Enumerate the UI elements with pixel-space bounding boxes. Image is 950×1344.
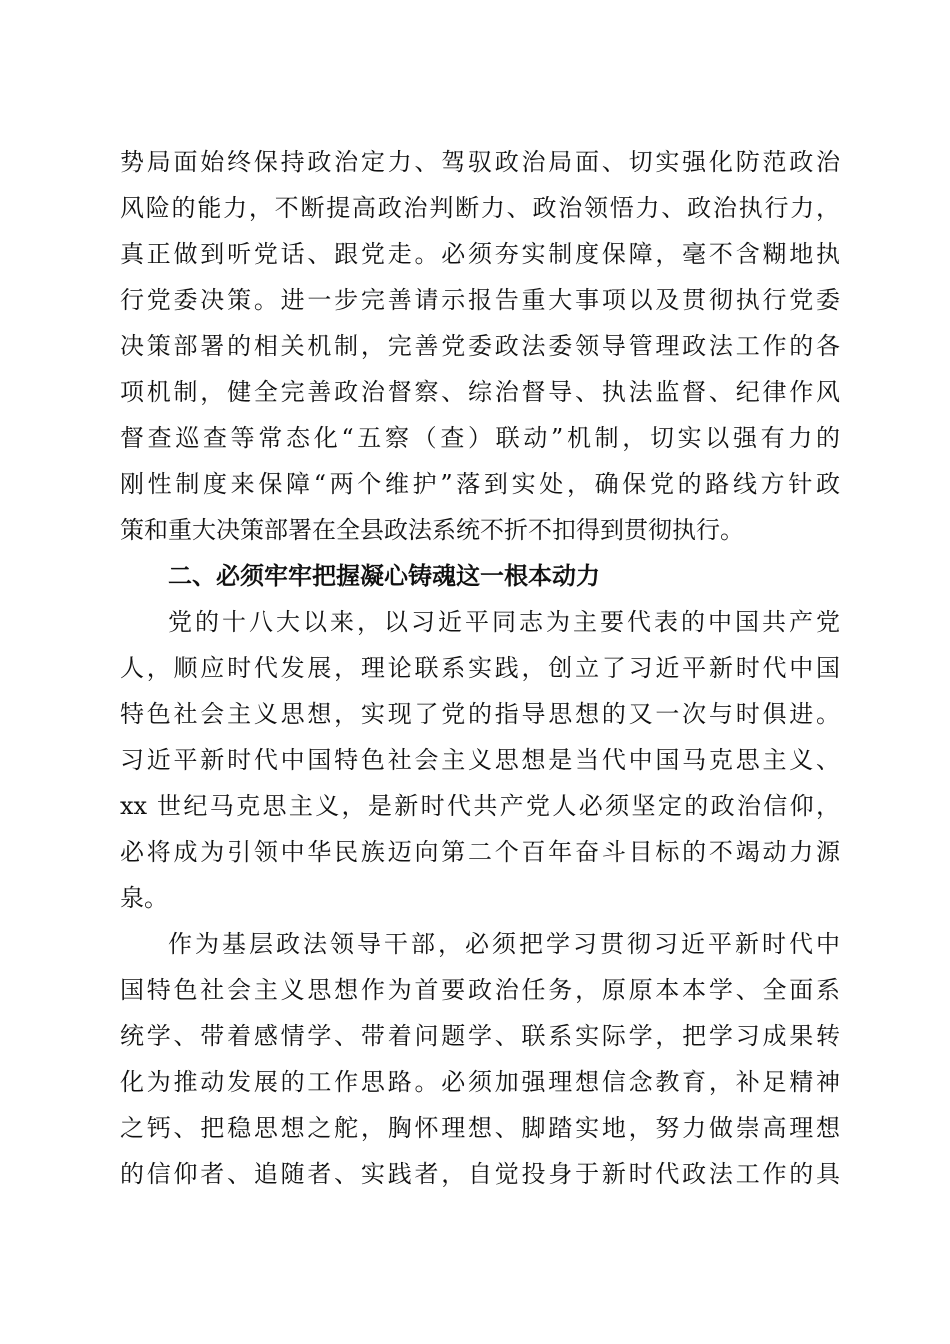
text-line: 人，顺应时代发展，理论联系实践，创立了习近平新时代中国 — [120, 654, 840, 682]
text-line: 国特色社会主义思想作为首要政治任务，原原本本学、全面系 — [120, 976, 840, 1004]
text-line: 习近平新时代中国特色社会主义思想是当代中国马克思主义、 — [120, 746, 840, 774]
text-line: 策和重大决策部署在全县政法系统不折不扣得到贯彻执行。 — [120, 516, 744, 544]
text-line: 作为基层政法领导干部，必须把学习贯彻习近平新时代中 — [168, 930, 840, 958]
text-line: 刚性制度来保障“两个维护”落到实处，确保党的路线方针政 — [120, 470, 840, 498]
text-line: 统学、带着感情学、带着问题学、联系实际学，把学习成果转 — [120, 1022, 840, 1050]
text-line: 泉。 — [120, 884, 168, 912]
text-line: 督查巡查等常态化“五察（查）联动”机制，切实以强有力的 — [120, 424, 840, 452]
text-line: xx 世纪马克思主义，是新时代共产党人必须坚定的政治信仰， — [120, 792, 840, 820]
text-line: 势局面始终保持政治定力、驾驭政治局面、切实强化防范政治 — [120, 148, 840, 176]
text-line: 行党委决策。进一步完善请示报告重大事项以及贯彻执行党委 — [120, 286, 840, 314]
text-line: 特色社会主义思想，实现了党的指导思想的又一次与时俱进。 — [120, 700, 840, 728]
text-line: 风险的能力，不断提高政治判断力、政治领悟力、政治执行力， — [120, 194, 840, 222]
text-line: 决策部署的相关机制，完善党委政法委领导管理政法工作的各 — [120, 332, 840, 360]
text-line: 的信仰者、追随者、实践者，自觉投身于新时代政法工作的具 — [120, 1160, 840, 1188]
text-line: 之钙、把稳思想之舵，胸怀理想、脚踏实地，努力做崇高理想 — [120, 1114, 840, 1142]
text-line: 党的十八大以来，以习近平同志为主要代表的中国共产党 — [168, 608, 840, 636]
text-line: 真正做到听党话、跟党走。必须夯实制度保障，毫不含糊地执 — [120, 240, 840, 268]
text-line: 必将成为引领中华民族迈向第二个百年奋斗目标的不竭动力源 — [120, 838, 840, 866]
text-line: 化为推动发展的工作思路。必须加强理想信念教育，补足精神 — [120, 1068, 840, 1096]
section-heading: 二、必须牢牢把握凝心铸魂这一根本动力 — [168, 562, 600, 590]
text-line: 项机制，健全完善政治督察、综治督导、执法监督、纪律作风 — [120, 378, 840, 406]
